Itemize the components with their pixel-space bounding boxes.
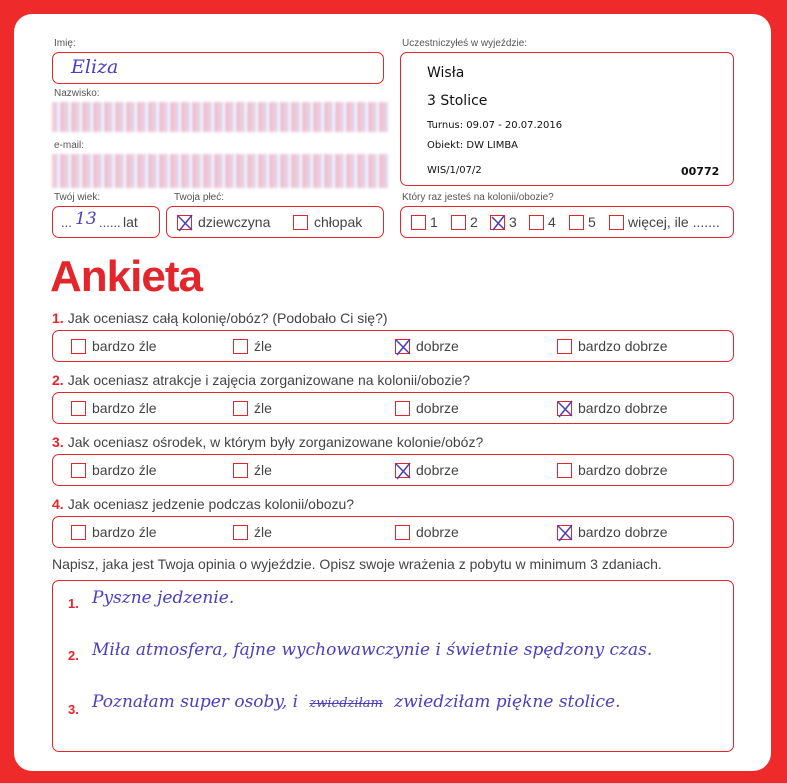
count-option-label: 1 [430, 214, 438, 230]
question-number: 1. [52, 310, 64, 326]
count-option-label: 2 [470, 214, 478, 230]
rating-option-label: bardzo źle [92, 400, 157, 416]
page-title: Ankieta [50, 252, 202, 301]
question-3-text [52, 434, 483, 450]
age-field[interactable] [52, 206, 160, 238]
surname-label: Nazwisko: [54, 88, 100, 99]
question-3-options [52, 454, 734, 486]
trip-place: Wisła [427, 65, 465, 81]
trip-obiekt: Obiekt: DW LIMBA [427, 140, 519, 151]
question-label: Jak oceniasz całą kolonię/obóz? (Podobało Ci się?) [67, 310, 388, 326]
rating-option[interactable] [395, 331, 459, 361]
question-1-text [52, 310, 388, 326]
age-dots-left: ... [61, 215, 72, 230]
rating-option[interactable] [395, 455, 459, 485]
opinion-line-number: 1. [68, 596, 79, 611]
checkbox-1[interactable] [411, 215, 426, 230]
rating-option-label: bardzo dobrze [578, 462, 668, 478]
count-option-label: 3 [509, 214, 517, 230]
rating-option[interactable] [233, 517, 272, 547]
question-label: Jak oceniasz jedzenie podczas kolonii/obozu? [67, 496, 355, 512]
rating-option-label: bardzo źle [92, 462, 157, 478]
rating-checkbox[interactable] [395, 463, 410, 478]
opinion-line-number: 3. [68, 702, 79, 717]
rating-checkbox[interactable] [233, 525, 248, 540]
rating-option-label: źle [254, 338, 272, 354]
rating-option[interactable] [557, 393, 668, 423]
rating-option[interactable] [557, 455, 668, 485]
rating-checkbox[interactable] [395, 525, 410, 540]
count-option-label: więcej, ile ....... [628, 214, 720, 230]
question-number: 3. [52, 434, 64, 450]
opinion-line-1: Pyszne jedzenie. [92, 588, 235, 608]
opinion-line-3-end: zwiedziłam piękne stolice. [394, 692, 621, 712]
rating-option[interactable] [233, 393, 272, 423]
checkbox-5[interactable] [569, 215, 584, 230]
opinion-line-3-start: Poznałam super osoby, i [92, 692, 299, 712]
rating-checkbox[interactable] [395, 339, 410, 354]
trip-code: WIS/1/07/2 [427, 165, 482, 176]
rating-checkbox[interactable] [71, 463, 86, 478]
count-option-2[interactable] [451, 207, 478, 237]
question-2-options [52, 392, 734, 424]
opinion-prompt: Napisz, jaka jest Twoja opinia o wyjeździe. Opisz swoje wrażenia z pobytu w minimum 3 zdaniach. [52, 556, 662, 572]
surname-redacted [52, 102, 390, 132]
rating-option[interactable] [71, 455, 157, 485]
rating-checkbox[interactable] [71, 401, 86, 416]
question-4-options [52, 516, 734, 548]
rating-option-label: źle [254, 462, 272, 478]
rating-option-label: źle [254, 400, 272, 416]
age-label: Twój wiek: [54, 192, 101, 203]
rating-option[interactable] [71, 517, 157, 547]
question-number: 2. [52, 372, 64, 388]
question-4-text [52, 496, 354, 512]
rating-option[interactable] [233, 455, 272, 485]
trip-label: Uczestniczyłeś w wyjeździe: [402, 38, 528, 49]
trip-number: 00772 [681, 165, 720, 178]
question-label: Jak oceniasz ośrodek, w którym były zorganizowane kolonie/obóz? [67, 434, 484, 450]
name-field[interactable] [52, 52, 384, 84]
how-many-field [400, 206, 734, 238]
rating-checkbox[interactable] [233, 339, 248, 354]
checkbox-3[interactable] [490, 215, 505, 230]
gender-field [166, 206, 384, 238]
rating-option-label: bardzo dobrze [578, 524, 668, 540]
rating-option-label: dobrze [416, 400, 459, 416]
count-option-4[interactable] [529, 207, 556, 237]
how-many-label: Który raz jesteś na kolonii/obozie? [402, 192, 554, 203]
rating-checkbox[interactable] [557, 339, 572, 354]
trip-turnus: Turnus: 09.07 - 20.07.2016 [427, 120, 563, 131]
gender-option-label: chłopak [314, 214, 363, 230]
rating-option-label: źle [254, 524, 272, 540]
rating-checkbox[interactable] [557, 463, 572, 478]
rating-option[interactable] [557, 331, 668, 361]
trip-tour: 3 Stolice [427, 93, 488, 109]
checkbox-girl[interactable] [177, 215, 192, 230]
age-value: 13 [75, 209, 97, 229]
count-option-5[interactable] [569, 207, 596, 237]
count-option-3[interactable] [490, 207, 517, 237]
gender-option-boy[interactable] [293, 207, 362, 237]
checkbox-more[interactable] [609, 215, 624, 230]
gender-option-label: dziewczyna [198, 214, 271, 230]
age-unit: lat [123, 214, 138, 230]
rating-option-label: dobrze [416, 338, 459, 354]
gender-option-girl[interactable] [177, 207, 270, 237]
rating-option[interactable] [71, 331, 157, 361]
question-label: Jak oceniasz atrakcje i zajęcia zorganizowane na kolonii/obozie? [67, 372, 471, 388]
rating-option[interactable] [71, 393, 157, 423]
rating-option-label: dobrze [416, 524, 459, 540]
rating-checkbox[interactable] [233, 463, 248, 478]
survey-sheet [14, 14, 771, 771]
gender-label: Twoja płeć: [174, 192, 225, 203]
count-option-more[interactable] [609, 207, 720, 237]
checkbox-2[interactable] [451, 215, 466, 230]
rating-option-label: bardzo dobrze [578, 400, 668, 416]
rating-option[interactable] [233, 331, 272, 361]
question-2-text [52, 372, 470, 388]
rating-checkbox[interactable] [395, 401, 410, 416]
email-label: e-mail: [54, 140, 85, 151]
rating-checkbox[interactable] [557, 401, 572, 416]
rating-option-label: bardzo dobrze [578, 338, 668, 354]
rating-option[interactable] [557, 517, 668, 547]
opinion-line-3 [92, 692, 620, 712]
checkbox-4[interactable] [529, 215, 544, 230]
count-option-1[interactable] [411, 207, 438, 237]
email-redacted [52, 154, 390, 188]
question-1-options [52, 330, 734, 362]
name-value: Eliza [71, 56, 119, 78]
trip-box [400, 52, 734, 186]
opinion-line-2: Miła atmosfera, fajne wychowawczynie i świetnie spędzony czas. [92, 640, 653, 660]
opinion-line-3-struck: zwiedziłam [309, 696, 383, 711]
age-dots-right: ...... [99, 215, 121, 230]
rating-checkbox[interactable] [71, 339, 86, 354]
question-number: 4. [52, 496, 64, 512]
name-label: Imię: [54, 38, 76, 49]
rating-option[interactable] [395, 517, 459, 547]
rating-option-label: dobrze [416, 462, 459, 478]
rating-checkbox[interactable] [557, 525, 572, 540]
count-option-label: 4 [548, 214, 556, 230]
rating-option-label: bardzo źle [92, 524, 157, 540]
count-option-label: 5 [588, 214, 596, 230]
rating-option-label: bardzo źle [92, 338, 157, 354]
checkbox-boy[interactable] [293, 215, 308, 230]
opinion-line-number: 2. [68, 648, 79, 663]
rating-checkbox[interactable] [71, 525, 86, 540]
rating-checkbox[interactable] [233, 401, 248, 416]
rating-option[interactable] [395, 393, 459, 423]
